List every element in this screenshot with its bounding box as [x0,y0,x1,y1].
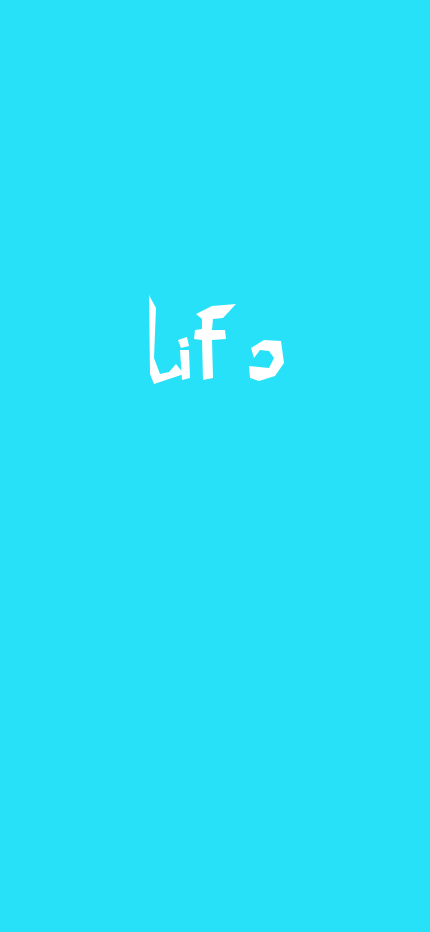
logo-letter-i-stem [180,350,190,380]
app-logo [138,290,286,390]
logo-letter-l [149,295,184,384]
logo-artwork [138,290,286,390]
logo-letter-f [194,304,236,380]
logo-letter-e [249,340,284,381]
logo-letterforms [149,295,284,384]
logo-letter-i-dot [178,337,189,348]
